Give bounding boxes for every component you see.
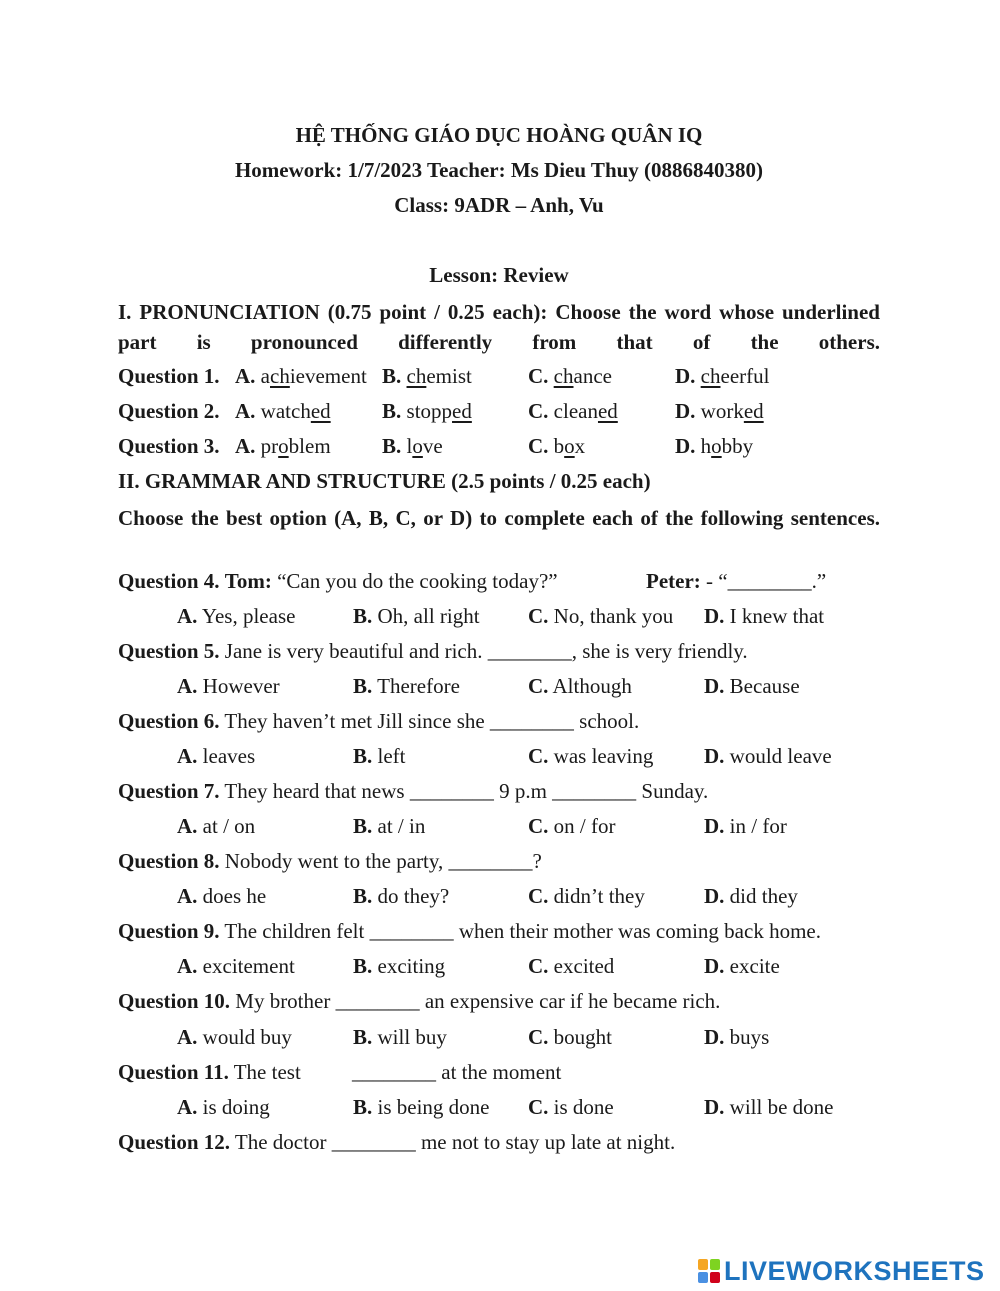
question-8 bbox=[118, 848, 880, 874]
peter-reply: Peter: - “________.” bbox=[646, 569, 827, 593]
option-c[interactable]: C. excited bbox=[528, 954, 615, 978]
question-11 bbox=[118, 1059, 880, 1085]
option-a[interactable]: A. would buy bbox=[177, 1025, 292, 1049]
option-d[interactable]: D. worked bbox=[675, 399, 764, 423]
option-d[interactable]: D. hobby bbox=[675, 434, 754, 458]
option-d[interactable]: D. in / for bbox=[704, 814, 787, 838]
question-5 bbox=[118, 638, 880, 664]
option-d[interactable]: D. cheerful bbox=[675, 364, 770, 388]
option-a[interactable]: A. is doing bbox=[177, 1095, 270, 1119]
question-9 bbox=[118, 918, 880, 944]
homework-line: Homework: 1/7/2023 Teacher: Ms Dieu Thuy (0886840380) bbox=[234, 158, 764, 182]
school-name: HỆ THỐNG GIÁO DỤC HOÀNG QUÂN IQ bbox=[295, 123, 703, 147]
option-c[interactable]: C. Although bbox=[528, 674, 632, 698]
option-a[interactable]: A. does he bbox=[177, 884, 267, 908]
option-b[interactable]: B. do they? bbox=[353, 884, 450, 908]
option-c[interactable]: C. was leaving bbox=[528, 744, 654, 768]
liveworksheets-icon bbox=[698, 1259, 720, 1283]
option-a[interactable]: A. However bbox=[177, 674, 280, 698]
option-c[interactable]: C. box bbox=[528, 434, 586, 458]
question-number: Question 8. bbox=[118, 849, 220, 873]
question-number: Question 9. bbox=[118, 919, 220, 943]
question-text: They heard that news ________ 9 p.m ________ Sunday. bbox=[224, 779, 709, 803]
speaker-tom: Tom: bbox=[224, 569, 272, 593]
option-b[interactable]: B. stopped bbox=[382, 399, 472, 423]
question-number: Question 1. bbox=[118, 364, 220, 388]
option-a[interactable]: A. problem bbox=[235, 434, 331, 458]
class-line: Class: 9ADR – Anh, Vu bbox=[394, 193, 604, 217]
question-number: Question 10. bbox=[118, 989, 231, 1013]
option-b[interactable]: B. will buy bbox=[353, 1025, 447, 1049]
option-d[interactable]: D. did they bbox=[704, 884, 798, 908]
option-c[interactable]: C. No, thank you bbox=[528, 604, 674, 628]
option-d[interactable]: D. Because bbox=[704, 674, 800, 698]
question-10 bbox=[118, 988, 880, 1014]
section-1-title: I. PRONUNCIATION (0.75 point / 0.25 each): Choose the word whose underlined part is pronounced differently from that of the others. bbox=[118, 300, 880, 354]
brand-name: LIVEWORKSHEETS bbox=[724, 1255, 985, 1286]
option-d[interactable]: D. buys bbox=[704, 1025, 770, 1049]
question-text: Nobody went to the party, ________? bbox=[224, 849, 542, 873]
question-number: Question 2. bbox=[118, 399, 220, 423]
question-text: My brother ________ an expensive car if he became rich. bbox=[235, 989, 721, 1013]
option-c[interactable]: C. chance bbox=[528, 364, 612, 388]
option-c[interactable]: C. is done bbox=[528, 1095, 614, 1119]
option-a[interactable]: A. at / on bbox=[177, 814, 256, 838]
question-number: Question 5. bbox=[118, 639, 220, 663]
option-d[interactable]: D. I knew that bbox=[704, 604, 825, 628]
option-c[interactable]: C. bought bbox=[528, 1025, 613, 1049]
option-b[interactable]: B. exciting bbox=[353, 954, 446, 978]
option-c[interactable]: C. didn’t they bbox=[528, 884, 645, 908]
option-d[interactable]: D. excite bbox=[704, 954, 780, 978]
option-a[interactable]: A. excitement bbox=[177, 954, 295, 978]
option-a[interactable]: A. achievement bbox=[235, 364, 367, 388]
option-b[interactable]: B. chemist bbox=[382, 364, 472, 388]
option-b[interactable]: B. Therefore bbox=[353, 674, 460, 698]
question-12 bbox=[118, 1129, 880, 1155]
section-2-instruction: Choose the best option (A, B, C, or D) to complete each of the following sentences. bbox=[118, 506, 880, 530]
option-b[interactable]: B. Oh, all right bbox=[353, 604, 480, 628]
option-b[interactable]: B. is being done bbox=[353, 1095, 490, 1119]
question-text: “Can you do the cooking today?” bbox=[277, 569, 558, 593]
option-a[interactable]: A. Yes, please bbox=[177, 604, 296, 628]
lesson-title: Lesson: Review bbox=[429, 263, 569, 287]
option-d[interactable]: D. will be done bbox=[704, 1095, 834, 1119]
question-4 bbox=[118, 568, 880, 594]
question-number: Question 4. bbox=[118, 569, 220, 593]
question-number: Question 7. bbox=[118, 779, 220, 803]
option-a[interactable]: A. leaves bbox=[177, 744, 256, 768]
option-b[interactable]: B. at / in bbox=[353, 814, 426, 838]
option-d[interactable]: D. would leave bbox=[704, 744, 832, 768]
option-c[interactable]: C. on / for bbox=[528, 814, 616, 838]
question-number: Question 11. bbox=[118, 1060, 229, 1084]
question-text: The doctor ________ me not to stay up late at night. bbox=[234, 1130, 676, 1154]
question-text: The children felt ________ when their mother was coming back home. bbox=[224, 919, 821, 943]
question-7 bbox=[118, 778, 880, 804]
question-text: Jane is very beautiful and rich. ________, she is very friendly. bbox=[224, 639, 748, 663]
option-a[interactable]: A. watched bbox=[235, 399, 331, 423]
question-6 bbox=[118, 708, 880, 734]
question-number: Question 12. bbox=[118, 1130, 231, 1154]
option-c[interactable]: C. cleaned bbox=[528, 399, 618, 423]
question-text: The test bbox=[233, 1060, 301, 1084]
question-number: Question 6. bbox=[118, 709, 220, 733]
option-b[interactable]: B. left bbox=[353, 744, 406, 768]
question-number: Question 3. bbox=[118, 434, 220, 458]
section-2-title: II. GRAMMAR AND STRUCTURE (2.5 points / 0.25 each) bbox=[118, 469, 651, 493]
question-text: They haven’t met Jill since she ________ school. bbox=[224, 709, 640, 733]
option-b[interactable]: B. love bbox=[382, 434, 443, 458]
question-text-continued: ________ at the moment bbox=[352, 1060, 562, 1084]
liveworksheets-logo[interactable] bbox=[698, 1256, 985, 1286]
